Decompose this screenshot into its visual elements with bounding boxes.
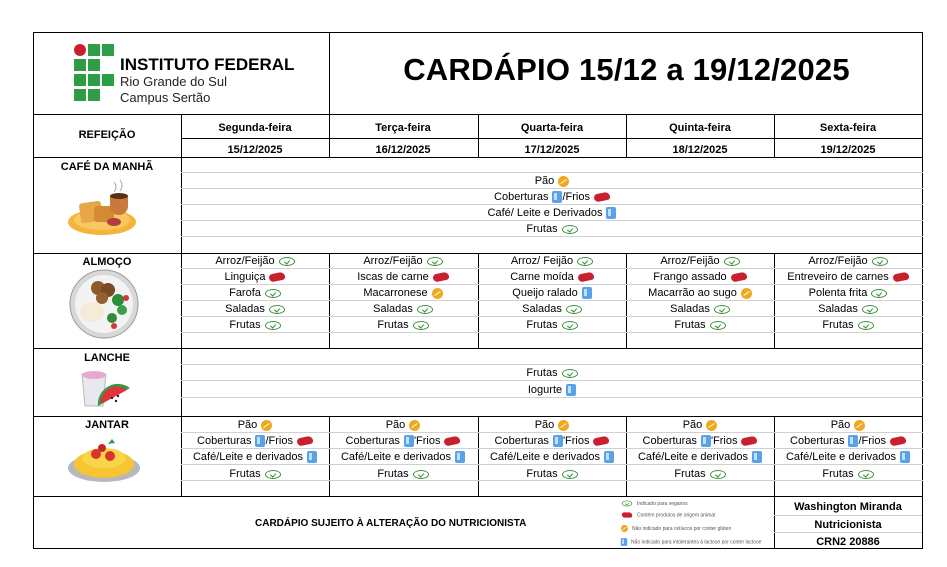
menu-item-text: Indicado para veganos: [637, 500, 688, 507]
menu-notice: CARDÁPIO SUJEITO À ALTERAÇÃO DO NUTRICIONISTA: [255, 518, 527, 529]
menu-item-text: Pão: [830, 419, 851, 431]
menu-cell: [478, 271, 626, 283]
meal-column-header: REFEIÇÃO: [78, 129, 136, 141]
menu-cell: [329, 303, 477, 315]
menu-item-text: /Frios: [265, 435, 293, 447]
legend-item: [619, 499, 688, 508]
menu-cell: [626, 435, 774, 447]
meat-icon: [444, 436, 461, 447]
meat-icon: [741, 436, 758, 447]
gluten-icon: [558, 420, 569, 431]
lactose-icon: [552, 191, 562, 203]
menu-item-text: /Frios: [562, 191, 590, 203]
menu-cell: [626, 451, 774, 463]
menu-item-text: Frutas: [377, 319, 409, 331]
vegan-icon: [858, 321, 874, 330]
menu-item-text: Coberturas: [790, 435, 845, 447]
menu-cell: [329, 287, 477, 299]
menu-item-text: Saladas: [670, 303, 710, 315]
menu-item-text: Queijo ralado: [512, 287, 578, 299]
menu-item-text: Não indicado para celíacos por conter glúten: [632, 525, 732, 532]
menu-cell: [181, 367, 923, 379]
menu-item-text: Frutas: [526, 468, 558, 480]
menu-cell: [329, 255, 477, 267]
menu-item-text: Frutas: [822, 319, 854, 331]
menu-item-text: Coberturas: [642, 435, 697, 447]
menu-cell: [181, 191, 923, 203]
menu-item-text: 'Frios: [562, 435, 590, 447]
menu-item-text: Coberturas: [197, 435, 252, 447]
gluten-icon: [854, 420, 865, 431]
meat-icon: [296, 436, 313, 447]
lactose-icon: [307, 451, 317, 463]
menu-cell: [774, 468, 922, 480]
menu-item-text: Farofa: [229, 287, 261, 299]
menu-item-text: Frutas: [229, 468, 261, 480]
day-name-header: Terça-feira: [375, 122, 431, 134]
menu-item-text: Macarronese: [363, 287, 428, 299]
menu-item-text: Saladas: [818, 303, 858, 315]
day-date-header: 17/12/2025: [524, 144, 580, 156]
menu-cell: [181, 175, 923, 187]
vegan-icon: [562, 225, 578, 234]
lactose-icon: [566, 384, 576, 396]
vegan-icon: [622, 501, 632, 507]
menu-cell: [774, 303, 922, 315]
day-name-header: Segunda-feira: [218, 122, 292, 134]
menu-item-text: Frutas: [674, 468, 706, 480]
menu-item-text: Frutas: [377, 468, 409, 480]
day-date-header: 18/12/2025: [672, 144, 728, 156]
vegan-icon: [871, 289, 887, 298]
menu-cell: [626, 303, 774, 315]
menu-item-text: /Frios: [858, 435, 886, 447]
menu-item-text: Carne moída: [510, 271, 574, 283]
menu-item-text: Linguiça: [224, 271, 266, 283]
menu-item-text: Iogurte: [527, 384, 563, 396]
menu-item-text: Frutas: [674, 319, 706, 331]
menu-item-text: Café/Leite e derivados: [489, 451, 601, 463]
lactose-icon: [848, 435, 858, 447]
menu-cell: [774, 287, 922, 299]
menu-item-text: Arroz/Feijão: [660, 255, 720, 267]
menu-cell: [181, 451, 329, 463]
menu-item-text: Pão: [237, 419, 258, 431]
lactose-icon: [752, 451, 762, 463]
menu-item-text: Arroz/ Feijão: [510, 255, 574, 267]
day-name-line: [181, 138, 923, 139]
meat-icon: [889, 436, 906, 447]
menu-item-text: Frutas: [526, 319, 558, 331]
menu-item-text: Entreveiro de carnes: [787, 271, 889, 283]
meat-icon: [577, 272, 594, 283]
menu-cell: [478, 435, 626, 447]
day-name-header: Sexta-feira: [819, 122, 877, 134]
menu-item-text: Coberturas: [345, 435, 400, 447]
vegan-icon: [279, 257, 295, 266]
meat-icon: [730, 272, 747, 283]
page-title: CARDÁPIO 15/12 a 19/12/2025: [403, 52, 850, 87]
lactose-icon: [621, 538, 628, 546]
gluten-icon: [558, 176, 569, 187]
meat-icon: [892, 272, 909, 283]
meal-label-cafe: CAFÉ DA MANHÃ: [60, 161, 154, 173]
vegan-icon: [714, 305, 730, 314]
legend-item: [619, 536, 761, 548]
lactose-icon: [553, 435, 563, 447]
menu-item-text: Café/Leite e derivados: [192, 451, 304, 463]
menu-cell: [626, 255, 774, 267]
day-date-header: 16/12/2025: [375, 144, 431, 156]
vegan-icon: [858, 470, 874, 479]
menu-cell: [181, 303, 329, 315]
lactose-icon: [255, 435, 265, 447]
breakfast-illustration: [66, 176, 142, 238]
menu-item-text: Café/Leite e derivados: [340, 451, 452, 463]
gluten-icon: [432, 288, 443, 299]
menu-cell: [478, 303, 626, 315]
menu-item-text: Café/ Leite e Derivados: [487, 207, 603, 219]
menu-item-text: Pão: [534, 419, 555, 431]
lactose-icon: [606, 207, 616, 219]
menu-item-text: Pão: [534, 175, 555, 187]
menu-cell: [329, 435, 477, 447]
menu-item-text: Café/Leite e derivados: [785, 451, 897, 463]
menu-item-text: Coberturas: [494, 435, 549, 447]
nutritionist-role: Nutricionista: [814, 519, 882, 531]
menu-item-text: Saladas: [225, 303, 265, 315]
menu-cell: [181, 435, 329, 447]
menu-cell: [181, 223, 923, 235]
lunch-illustration: [68, 268, 140, 340]
vegan-icon: [724, 257, 740, 266]
meat-icon: [593, 436, 610, 447]
gluten-icon: [261, 420, 272, 431]
day-name-header: Quarta-feira: [520, 122, 584, 134]
menu-item-text: Frango assado: [653, 271, 727, 283]
menu-cell: [329, 271, 477, 283]
meat-icon: [593, 192, 610, 203]
menu-cell: [478, 468, 626, 480]
vegan-icon: [413, 321, 429, 330]
meal-label-jantar: JANTAR: [85, 419, 129, 431]
menu-cell: [774, 419, 922, 431]
day-date-header: 19/12/2025: [820, 144, 876, 156]
menu-cell: [478, 287, 626, 299]
lactose-icon: [900, 451, 910, 463]
menu-item-text: Macarrão ao sugo: [648, 287, 737, 299]
gluten-icon: [409, 420, 420, 431]
vegan-icon: [710, 321, 726, 330]
menu-cell: [626, 319, 774, 331]
menu-cell: [774, 435, 922, 447]
menu-cell: [478, 419, 626, 431]
meal-label-lanche: LANCHE: [84, 352, 130, 364]
menu-item-text: Café/Leite e derivados: [637, 451, 749, 463]
vegan-icon: [265, 321, 281, 330]
vegan-icon: [427, 257, 443, 266]
menu-cell: [478, 255, 626, 267]
menu-item-text: Frutas: [229, 319, 261, 331]
menu-cell: [774, 451, 922, 463]
menu-cell: [774, 319, 922, 331]
lactose-icon: [455, 451, 465, 463]
snack-illustration: [76, 366, 134, 412]
vegan-icon: [265, 289, 281, 298]
menu-cell: [329, 419, 477, 431]
institute-logo: [74, 44, 118, 102]
vegan-icon: [862, 305, 878, 314]
vegan-icon: [872, 257, 888, 266]
vegan-icon: [413, 470, 429, 479]
menu-item-text: Pão: [385, 419, 406, 431]
nutritionist-name: Washington Miranda: [794, 501, 902, 513]
menu-cell: [329, 451, 477, 463]
gluten-icon: [706, 420, 717, 431]
gluten-icon: [621, 525, 628, 532]
menu-item-text: Não indicado para intolerantes à lactose por conter lactose: [631, 539, 762, 546]
lactose-icon: [582, 287, 592, 299]
vegan-icon: [417, 305, 433, 314]
menu-item-text: Frutas: [526, 223, 558, 235]
menu-item-text: 'Frios: [413, 435, 441, 447]
menu-item-text: Coberturas: [494, 191, 549, 203]
menu-cell: [181, 255, 329, 267]
menu-item-text: Saladas: [522, 303, 562, 315]
menu-cell: [478, 319, 626, 331]
menu-item-text: Frutas: [526, 367, 558, 379]
menu-cell: [329, 319, 477, 331]
menu-item-text: Iscas de carne: [357, 271, 429, 283]
menu-cell: [181, 419, 329, 431]
day-name-header: Quinta-feira: [669, 122, 731, 134]
menu-cell: [626, 468, 774, 480]
menu-item-text: Arroz/Feijão: [363, 255, 423, 267]
vegan-icon: [562, 321, 578, 330]
menu-cell: [774, 255, 922, 267]
lactose-icon: [604, 451, 614, 463]
meat-icon: [432, 272, 449, 283]
vegan-icon: [562, 369, 578, 378]
legend-item: [619, 523, 731, 534]
vegan-icon: [265, 470, 281, 479]
lactose-icon: [404, 435, 414, 447]
vegan-icon: [562, 470, 578, 479]
menu-item-text: Frutas: [822, 468, 854, 480]
menu-cell: [626, 419, 774, 431]
dinner-illustration: [66, 434, 142, 486]
menu-item-text: Arroz/Feijão: [808, 255, 868, 267]
institute-name: INSTITUTO FEDERAL Rio Grande do Sul Campus Sertão: [120, 55, 295, 105]
menu-cell: [181, 287, 329, 299]
menu-cell: [329, 468, 477, 480]
vegan-icon: [710, 470, 726, 479]
menu-item-text: Saladas: [373, 303, 413, 315]
menu-cell: [181, 271, 329, 283]
menu-cell: [478, 451, 626, 463]
footer-top-line: [33, 496, 923, 497]
vegan-icon: [577, 257, 593, 266]
day-date-header: 15/12/2025: [227, 144, 283, 156]
menu-cell: [181, 468, 329, 480]
meat-icon: [269, 272, 286, 283]
menu-cell: [181, 384, 923, 396]
menu-cell: [181, 207, 923, 219]
meat-icon: [622, 512, 632, 517]
lactose-icon: [701, 435, 711, 447]
menu-item-text: Pão: [682, 419, 703, 431]
lanche-top-line: [33, 348, 923, 349]
legend-item: [619, 511, 715, 519]
menu-item-text: Polenta frita: [808, 287, 868, 299]
menu-item-text: Arroz/Feijão: [215, 255, 275, 267]
vegan-icon: [566, 305, 582, 314]
nutritionist-crn: CRN2 20886: [816, 536, 880, 548]
menu-item-text: Contém produtos de origem animal: [637, 512, 716, 519]
menu-cell: [774, 271, 922, 283]
menu-cell: [626, 271, 774, 283]
menu-cell: [181, 319, 329, 331]
meal-label-almoco: ALMOÇO: [82, 256, 132, 268]
menu-item-text: 'Frios: [710, 435, 738, 447]
menu-cell: [626, 287, 774, 299]
vegan-icon: [269, 305, 285, 314]
gluten-icon: [741, 288, 752, 299]
